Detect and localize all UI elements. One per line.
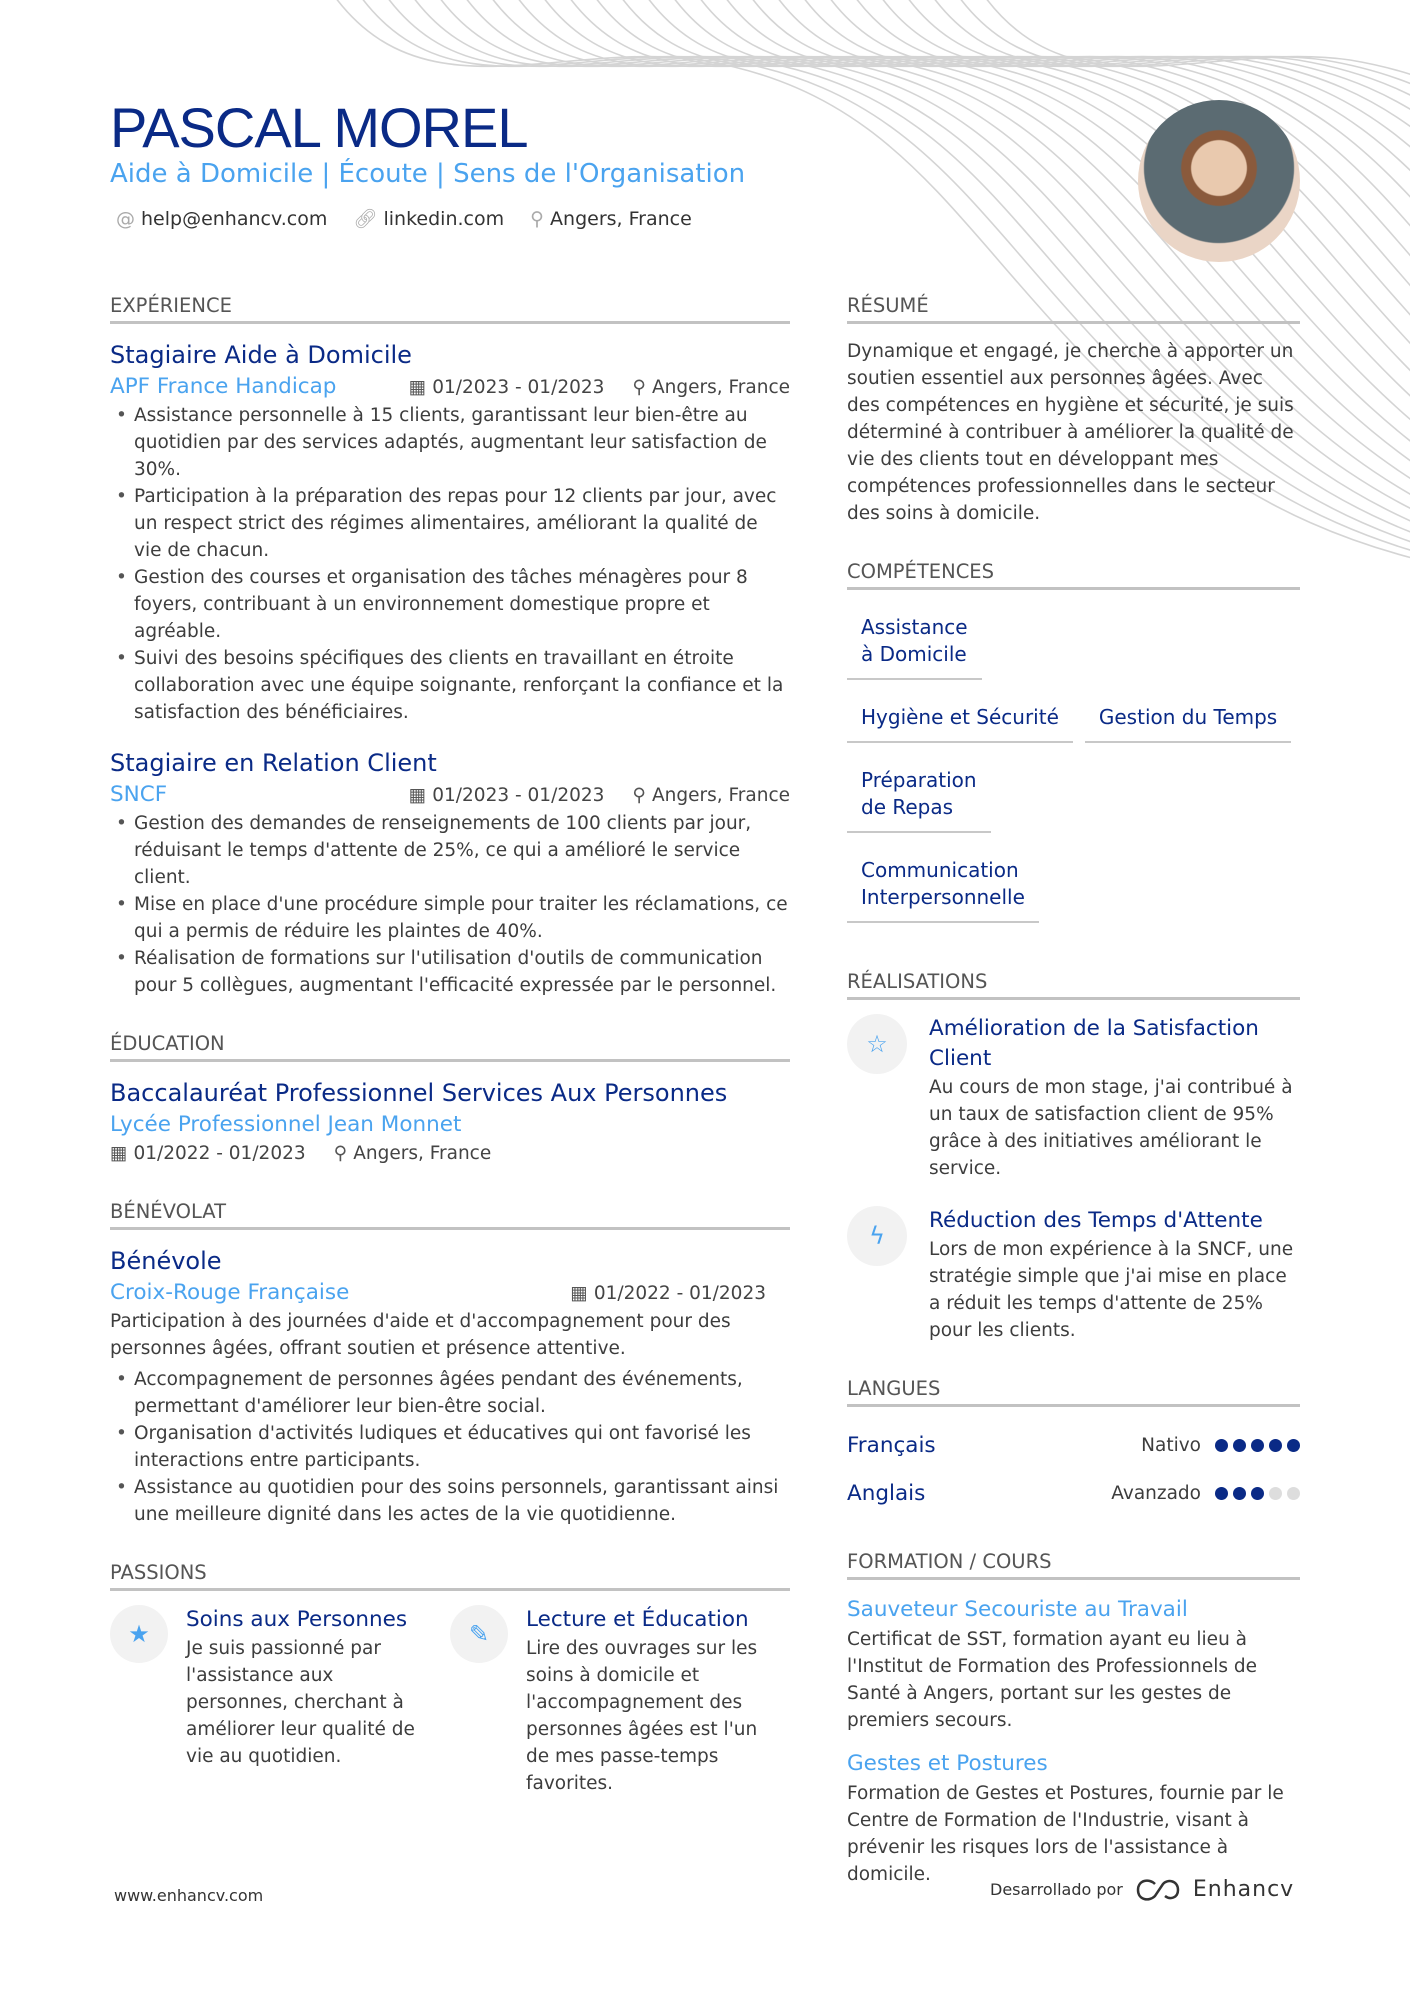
achievement-item xyxy=(847,1206,1300,1344)
footer-brand xyxy=(990,1876,1294,1903)
section-header: BÉNÉVOLAT xyxy=(110,1199,790,1230)
training-item xyxy=(847,1594,1300,1734)
summary-section xyxy=(847,293,1300,527)
section-header: FORMATION / COURS xyxy=(847,1549,1300,1580)
email-contact[interactable] xyxy=(116,206,327,233)
skill-tag: Gestion du Temps xyxy=(1085,694,1291,743)
link-icon: 🔗︎ xyxy=(353,208,378,230)
education-meta xyxy=(110,1140,790,1167)
candidate-name: PASCAL MOREL xyxy=(110,96,528,159)
email-text: help@enhancv.com xyxy=(141,208,328,230)
level-text: Avanzado xyxy=(1111,1482,1201,1504)
section-header: LANGUES xyxy=(847,1376,1300,1407)
dates: 01/2023 - 01/2023 xyxy=(432,784,605,806)
company-name: APF France Handicap xyxy=(110,374,337,399)
language-item xyxy=(847,1421,1300,1469)
dates: 01/2022 - 01/2023 xyxy=(133,1143,306,1164)
magic-wand-icon: ✎ xyxy=(450,1605,508,1663)
at-icon: @ xyxy=(116,208,135,230)
passion-content xyxy=(526,1605,766,1797)
training-title: Gestes et Postures xyxy=(847,1751,1048,1776)
location: Angers, France xyxy=(651,376,790,398)
bullet-item: • Organisation d'activités ludiques et éducatives qui ont favorisé les interactions entre participants. xyxy=(110,1420,790,1474)
location-pin-icon: ⚲ xyxy=(632,376,646,398)
level-text: Nativo xyxy=(1141,1434,1201,1456)
enhancv-logo-icon xyxy=(1135,1878,1181,1902)
rating-dots xyxy=(1215,1439,1300,1452)
left-column xyxy=(110,293,790,1829)
passion-item xyxy=(450,1605,790,1797)
powered-by-text: Desarrollado por xyxy=(990,1880,1123,1899)
location-group xyxy=(632,782,790,809)
dates-group xyxy=(409,782,605,809)
calendar-icon: ▦ xyxy=(408,784,427,806)
bullet-item: • Participation à la préparation des repas pour 12 clients par jour, avec un respect strict des régimes alimentaires, améliorant la qualité de vie de chacun. xyxy=(110,483,790,564)
skill-tag: Communication Interpersonnelle xyxy=(847,847,1039,923)
training-section xyxy=(847,1549,1300,1888)
bullet-item: • Mise en place d'une procédure simple pour traiter les réclamations, ce qui a permis de réduire les plaintes de 40%. xyxy=(110,891,790,945)
bullet-list xyxy=(110,810,790,999)
languages-section xyxy=(847,1376,1300,1517)
volunteer-org: Croix-Rouge Française xyxy=(110,1280,350,1305)
language-level xyxy=(1141,1432,1300,1459)
school-name: Lycée Professionnel Jean Monnet xyxy=(110,1112,462,1137)
experience-section xyxy=(110,293,790,999)
education-section xyxy=(110,1031,790,1167)
bullet-item: • Assistance au quotidien pour des soins personnels, garantissant ainsi une meilleure dignité dans les actes de la vie quotidienne. xyxy=(110,1474,790,1528)
rating-dot-filled xyxy=(1215,1487,1228,1500)
passion-item xyxy=(110,1605,450,1797)
skills-section xyxy=(847,559,1300,937)
location-pin-icon: ⚲ xyxy=(530,208,545,230)
bullet-item: • Réalisation de formations sur l'utilisation d'outils de communication pour 5 collègues, augmentant l'efficacité expressée par le personnel. xyxy=(110,945,790,999)
profile-photo xyxy=(1138,100,1300,262)
passions-section xyxy=(110,1560,790,1797)
dates: 01/2023 - 01/2023 xyxy=(432,376,605,398)
passion-content xyxy=(186,1605,426,1797)
achievement-title: Amélioration de la Satisfaction Client xyxy=(929,1016,1259,1071)
volunteer-section xyxy=(110,1199,790,1528)
dates: 01/2022 - 01/2023 xyxy=(593,1282,766,1304)
bullet-item: • Assistance personnelle à 15 clients, garantissant leur bien-être au quotidien par des services adaptés, augmentant leur satisfaction de 30%. xyxy=(110,402,790,483)
linkedin-contact[interactable] xyxy=(353,206,504,233)
job-details xyxy=(409,374,790,401)
calendar-icon: ▦ xyxy=(408,376,427,398)
contact-info xyxy=(116,206,692,233)
calendar-icon: ▦ xyxy=(570,1282,588,1304)
volunteer-role: Bénévole xyxy=(110,1247,222,1275)
link-text: linkedin.com xyxy=(383,208,505,230)
location-contact xyxy=(530,206,692,233)
achievement-content xyxy=(929,1014,1300,1182)
rating-dot-filled xyxy=(1269,1439,1282,1452)
achievement-content xyxy=(929,1206,1300,1344)
location-text: Angers, France xyxy=(550,208,692,230)
section-header: RÉALISATIONS xyxy=(847,969,1300,1000)
section-header: COMPÉTENCES xyxy=(847,559,1300,590)
language-name: Anglais xyxy=(847,1480,926,1506)
rating-dots xyxy=(1215,1487,1300,1500)
section-header: PASSIONS xyxy=(110,1560,790,1591)
dates-group xyxy=(409,374,605,401)
right-column xyxy=(847,293,1300,1920)
job-details xyxy=(409,782,790,809)
skill-tag: Hygiène et Sécurité xyxy=(847,694,1073,743)
job-entry xyxy=(110,746,790,999)
passion-title: Soins aux Personnes xyxy=(186,1607,408,1632)
achievement-title: Réduction des Temps d'Attente xyxy=(929,1208,1263,1233)
bullet-item: • Gestion des demandes de renseignements de 100 clients par jour, réduisant le temps d'attente de 25%, ce qui a amélioré le service client. xyxy=(110,810,790,891)
rating-dot-filled xyxy=(1215,1439,1228,1452)
skill-tag: Assistance à Domicile xyxy=(847,604,982,680)
job-meta xyxy=(110,780,790,810)
section-header: RÉSUMÉ xyxy=(847,293,1300,324)
job-title: Stagiaire en Relation Client xyxy=(110,749,437,777)
training-text: Formation de Gestes et Postures, fournie par le Centre de Formation de l'Industrie, visant à prévenir les risques lors de l'assistance à domicile. xyxy=(847,1783,1284,1885)
calendar-icon: ▦ xyxy=(110,1143,128,1164)
bullet-item: • Gestion des courses et organisation des tâches ménagères pour 8 foyers, contribuant à un environnement domestique propre et agréable. xyxy=(110,564,790,645)
language-level xyxy=(1111,1480,1300,1507)
section-header: EXPÉRIENCE xyxy=(110,293,790,324)
candidate-subtitle: Aide à Domicile | Écoute | Sens de l'Organisation xyxy=(110,159,746,189)
degree-title: Baccalauréat Professionnel Services Aux Personnes xyxy=(110,1079,728,1107)
location-pin-icon: ⚲ xyxy=(333,1143,348,1164)
location-group xyxy=(632,374,790,401)
rating-dot-filled xyxy=(1233,1439,1246,1452)
passion-text: Lire des ouvrages sur les soins à domicile et l'accompagnement des personnes âgées est l'un de mes passe-temps favorites. xyxy=(526,1638,758,1794)
footer-website[interactable]: www.enhancv.com xyxy=(114,1886,264,1905)
lightning-icon: ϟ xyxy=(847,1206,907,1266)
rating-dot-empty xyxy=(1287,1487,1300,1500)
job-title: Stagiaire Aide à Domicile xyxy=(110,341,412,369)
star-outline-icon: ☆ xyxy=(847,1014,907,1074)
summary-text: Dynamique et engagé, je cherche à apporter un soutien essentiel aux personnes âgées. Avec des compétences en hygiène et sécurité, je suis déterminé à contribuer à améliorer la qualité de vie des clients tout en développant mes compétences professionnelles dans le secteur des soins à domicile. xyxy=(847,341,1294,524)
language-name: Français xyxy=(847,1432,936,1458)
location: Angers, France xyxy=(353,1143,492,1164)
achievement-text: Au cours de mon stage, j'ai contribué à un taux de satisfaction client de 95% grâce à des initiatives améliorant le service. xyxy=(929,1077,1293,1179)
bullet-item: • Accompagnement de personnes âgées pendant des événements, permettant d'améliorer leur bien-être social. xyxy=(110,1366,790,1420)
brand-name: Enhancv xyxy=(1192,1877,1295,1902)
job-meta xyxy=(110,372,790,402)
section-header: ÉDUCATION xyxy=(110,1031,790,1062)
training-title: Sauveteur Secouriste au Travail xyxy=(847,1597,1188,1622)
rating-dot-filled xyxy=(1251,1439,1264,1452)
rating-dot-empty xyxy=(1269,1487,1282,1500)
bullet-list xyxy=(110,402,790,726)
achievements-section xyxy=(847,969,1300,1344)
training-text: Certificat de SST, formation ayant eu lieu à l'Institut de Formation des Professionnels de Santé à Angers, portant sur les gestes de premiers secours. xyxy=(847,1629,1258,1731)
company-name: SNCF xyxy=(110,782,168,807)
skill-tag: Préparation de Repas xyxy=(847,757,991,833)
bullet-item: • Suivi des besoins spécifiques des clients en travaillant en étroite collaboration avec une équipe soignante, renforçant la confiance et la satisfaction des bénéficiaires. xyxy=(110,645,790,726)
location: Angers, France xyxy=(651,784,790,806)
passion-title: Lecture et Éducation xyxy=(526,1607,749,1632)
location-pin-icon: ⚲ xyxy=(632,784,646,806)
rating-dot-filled xyxy=(1233,1487,1246,1500)
rating-dot-filled xyxy=(1251,1487,1264,1500)
training-item xyxy=(847,1748,1300,1888)
volunteer-summary: Participation à des journées d'aide et d'accompagnement pour des personnes âgées, offrant soutien et présence attentive. xyxy=(110,1311,731,1359)
achievement-text: Lors de mon expérience à la SNCF, une stratégie simple que j'ai mise en place a réduit les temps d'attente de 25% pour les clients. xyxy=(929,1239,1294,1341)
rating-dot-filled xyxy=(1287,1439,1300,1452)
language-item xyxy=(847,1469,1300,1517)
achievement-item xyxy=(847,1014,1300,1182)
passion-text: Je suis passionné par l'assistance aux personnes, cherchant à améliorer leur qualité de vie au quotidien. xyxy=(186,1638,415,1767)
job-entry xyxy=(110,338,790,726)
star-icon: ★ xyxy=(110,1605,168,1663)
